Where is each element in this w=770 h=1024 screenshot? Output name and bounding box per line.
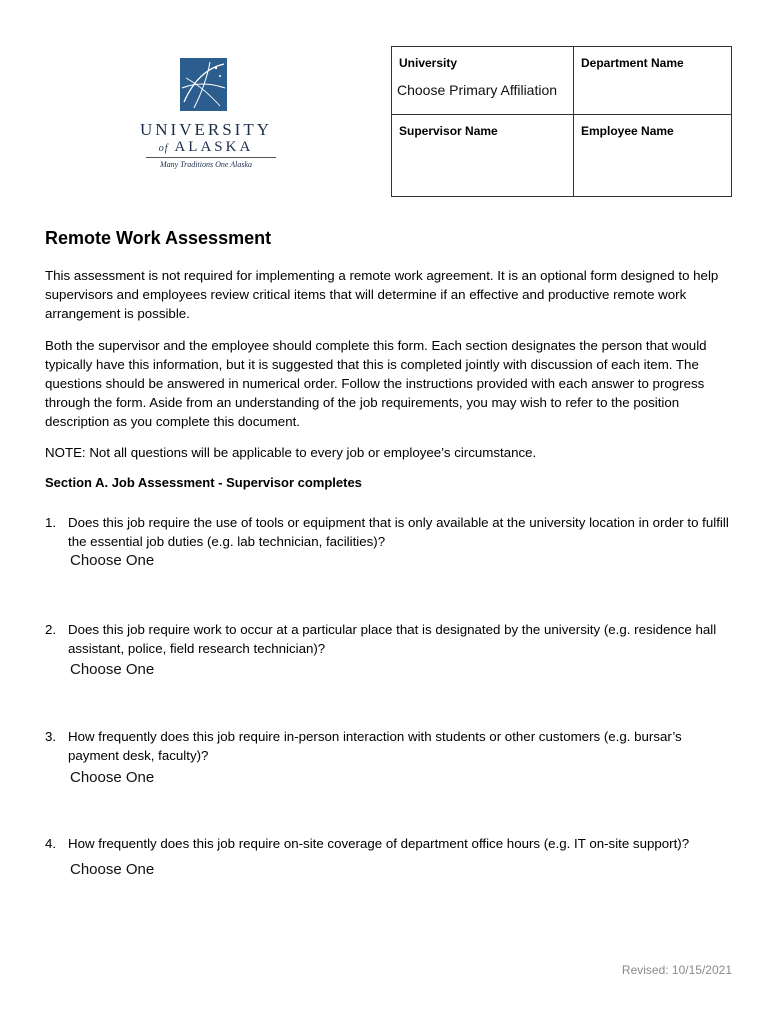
- primary-affiliation-dropdown[interactable]: Choose Primary Affiliation: [397, 82, 558, 98]
- department-name-label: Department Name: [581, 56, 684, 70]
- university-label: University: [399, 56, 458, 70]
- question-text: Does this job require the use of tools or equipment that is only available at the university location in order to fulfill the essential job duties (e.g. lab technician, facilities)?: [68, 515, 729, 549]
- header-info-table: [391, 46, 732, 197]
- question-3: [45, 727, 735, 765]
- intro-paragraph-1: This assessment is not required for implementing a remote work agreement. It is an optional form designed to help supervisors and employees review critical items that will determine if an effective and productive remote work arrangement is possible.: [45, 268, 719, 321]
- question-number: 2.: [45, 622, 57, 637]
- globe-icon: [180, 58, 227, 111]
- question-2-answer-dropdown[interactable]: Choose One: [70, 661, 155, 678]
- question-text: Does this job require work to occur at a particular place that is designated by the university (e.g. residence hall assistant, police, field research technician)?: [68, 622, 717, 656]
- intro-note: NOTE: Not all questions will be applicable to every job or employee’s circumstance.: [45, 445, 537, 460]
- page-title: Remote Work Assessment: [45, 228, 272, 248]
- employee-name-cell[interactable]: [574, 115, 732, 197]
- question-number: 4.: [45, 836, 57, 851]
- logo-wordmark-alaska: [128, 139, 284, 156]
- revision-date: Revised: 10/15/2021: [621, 963, 732, 977]
- supervisor-name-label: Supervisor Name: [399, 124, 498, 138]
- question-1-answer-dropdown[interactable]: Choose One: [70, 552, 155, 569]
- question-number: 3.: [45, 729, 57, 744]
- department-name-cell[interactable]: [574, 47, 732, 115]
- logo-wordmark-university: UNIVERSITY: [140, 120, 272, 139]
- university-cell: [392, 47, 574, 115]
- question-text: How frequently does this job require in-person interaction with students or other customers (e.g. bursar’s payment desk, faculty)?: [68, 729, 682, 763]
- logo-alaska: ALASKA: [174, 139, 254, 155]
- logo-of: of: [158, 143, 169, 154]
- question-text: How frequently does this job require on-site coverage of department office hours (e.g. IT on-site support)?: [68, 836, 690, 851]
- section-a-heading: Section A. Job Assessment - Supervisor completes: [45, 475, 362, 490]
- question-number: 1.: [45, 515, 57, 530]
- supervisor-name-cell[interactable]: [392, 115, 574, 197]
- question-4: [45, 834, 735, 853]
- question-3-answer-dropdown[interactable]: Choose One: [70, 769, 155, 786]
- university-logo: [128, 56, 284, 172]
- logo-tagline: Many Traditions One Alaska: [159, 160, 253, 169]
- question-4-answer-dropdown[interactable]: Choose One: [70, 861, 155, 878]
- question-1: [45, 513, 735, 551]
- question-2: [45, 620, 735, 658]
- intro-paragraph-2: Both the supervisor and the employee should complete this form. Each section designates the person that would typically have this information, but it is suggested that this is completed jointly with discussion of each item. The questions should be answered in numerical order. Follow the instructions provided with each answer to progress through the form. Aside from an understanding of the job requirements, you may wish to refer to the position description as you complete this document.: [45, 338, 707, 429]
- logo-divider: [146, 157, 276, 158]
- employee-name-label: Employee Name: [581, 124, 674, 138]
